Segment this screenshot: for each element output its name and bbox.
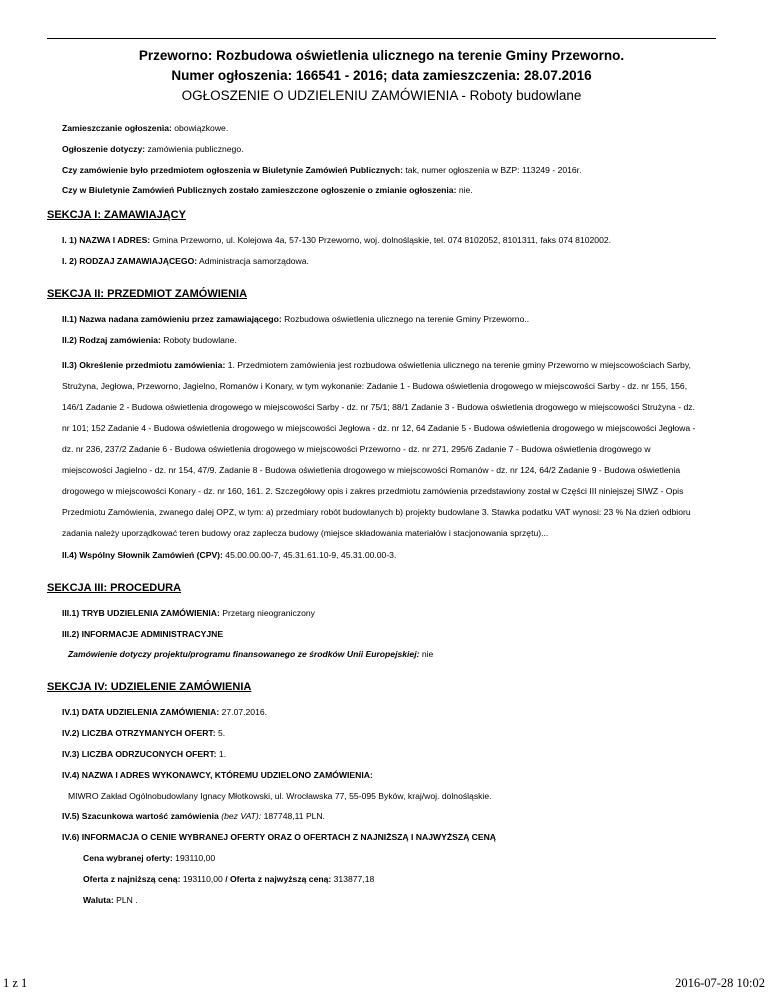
page-number: 1 z 1 <box>3 976 28 990</box>
cena-info-label: IV.6) INFORMACJA O CENIE WYBRANEJ OFERTY ORAZ O OFERTACH Z NAJNIŻSZĄ I NAJWYŻSZĄ CENĄ <box>62 832 497 843</box>
liczba-otrzymanych <box>62 727 716 739</box>
value: 27.07.2016. <box>221 707 268 718</box>
announcement-number: Numer ogłoszenia: 166541 - 2016; data zamieszczenia: 28.07.2016 <box>171 68 592 83</box>
label: Waluta: <box>83 894 114 905</box>
value: Gmina Przeworno, ul. Kolejowa 4a, 57-130 Przeworno, woj. dolnośląskie, tel. 074 8102052, 8101311, faks 074 8102002. <box>152 235 612 246</box>
przedmiot-nazwa <box>62 313 716 325</box>
przedmiot-opis <box>62 355 702 544</box>
max-label: Oferta z najwyższą ceną: <box>230 873 332 884</box>
value: Przetarg nieograniczony <box>222 607 315 618</box>
value: 45.00.00.00-7, 45.31.61.10-9, 45.31.00.00-3. <box>225 549 397 560</box>
procedura-ue <box>68 648 716 660</box>
label: IV.1) DATA UDZIELENIA ZAMÓWIENIA: <box>62 707 220 718</box>
intro-bzp <box>62 164 716 176</box>
section-4-title: SEKCJA IV: UDZIELENIE ZAMÓWIENIA <box>47 681 252 694</box>
value: Administracja samorządowa. <box>199 256 309 267</box>
section-2-body <box>62 313 716 561</box>
label: II.2) Rodzaj zamówienia: <box>62 334 161 345</box>
wykonawca-label: IV.4) NAZWA I ADRES WYKONAWCY, KTÓREMU UDZIELONO ZAMÓWIENIA: <box>62 769 373 780</box>
value: Roboty budowlane. <box>163 334 237 345</box>
value: obowiązkowe. <box>174 123 229 133</box>
label: II.4) Wspólny Słownik Zamówień (CPV): <box>62 549 223 560</box>
document-header <box>47 46 716 106</box>
intro-dotyczy <box>62 143 716 155</box>
udzielenie-data <box>62 706 716 718</box>
value: 193110,00 <box>175 852 216 863</box>
cena-wybranej <box>83 852 716 864</box>
label: Ogłoszenie dotyczy: <box>62 143 146 154</box>
separator: / <box>225 873 228 884</box>
value: 187748,11 PLN. <box>263 811 326 822</box>
value: nie <box>421 649 434 660</box>
label: Czy w Biuletynie Zamówień Publicznych zostało zamieszczone ogłoszenie o zmianie ogłoszenia: <box>62 185 457 196</box>
intro-block <box>62 122 716 196</box>
zamawiajacy-adres <box>62 234 716 246</box>
document-title: Przeworno: Rozbudowa oświetlenia ulicznego na terenie Gminy Przeworno. <box>138 48 625 63</box>
zamawiajacy-rodzaj <box>62 255 716 267</box>
przedmiot-cpv <box>62 549 716 561</box>
document-page <box>47 38 716 914</box>
value: Rozbudowa oświetlenia ulicznego na terenie Gminy Przeworno.. <box>284 314 530 325</box>
top-rule <box>47 38 716 39</box>
min-value: 193110,00 <box>182 873 223 884</box>
announcement-type: OGŁOSZENIE O UDZIELENIU ZAMÓWIENIA - Roboty budowlane <box>181 88 582 103</box>
value: tak, numer ogłoszenia w BZP: 113249 - 2016r. <box>405 164 582 175</box>
label: Zamówienie dotyczy projektu/programu finansowanego ze środków Unii Europejskiej: <box>68 649 420 660</box>
value: PLN . <box>116 894 138 905</box>
liczba-odrzuconych <box>62 748 716 760</box>
procedura-tryb <box>62 607 716 619</box>
label: IV.5) Szacunkowa wartość zamówienia <box>62 811 219 822</box>
label: IV.3) LICZBA ODRZUCONYCH OFERT: <box>62 748 217 759</box>
label: II.3) Określenie przedmiotu zamówienia: <box>62 359 226 370</box>
section-3-body <box>62 607 716 661</box>
intro-zamieszczanie <box>62 122 716 134</box>
label: Cena wybranej oferty: <box>83 852 173 863</box>
label: I. 1) NAZWA I ADRES: <box>62 235 151 246</box>
waluta <box>83 894 716 906</box>
value: zamówienia publicznego. <box>147 143 244 154</box>
value: 5. <box>217 728 226 739</box>
wykonawca-value: MIWRO Zakład Ogólnobudowlany Ignacy Młotkowski, ul. Wrocławska 77, 55-095 Byków, kraj/woj. dolnośląskie. <box>68 790 492 801</box>
value: 1. Przedmiotem zamówienia jest rozbudowa oświetlenia ulicznego na terenie gminy Przeworno w miejscowościach Sarby, Strużyna, Jegłowa, Przeworno, Jagielno, Romanów i Konary, w tym wykonanie: Zadanie 1 - Budowa oświetlenia drogowego w miejscowości Sarby - dz. nr 155, 156, 146/1 Zadanie 2 - Budowa oświetlenia drogowego w miejscowości Sarby - dz. nr 75/1; 88/1 Zadanie 3 - Budowa oświetlenia drogowego w miejscowości Strużyna - dz. nr 101; 152 Zadanie 4 - Budowa oświetlenia drogowego w miejscowości Jegłowa - dz. nr 12, 64 Zadanie 5 - Budowa oświetlenia drogowego w miejscowości Jegłowa - dz. nr 236, 237/2 Zadanie 6 - Budowa oświetlenia drogowego w miejscowości Przeworno - dz. nr 271, 295/6 Zadanie 7 - Budowa oświetlenia drogowego w miejscowości Jagielno - dz. nr 154, 47/9. Zadanie 8 - Budowa oświetlenia drogowego w miejscowości Romanów - dz. nr 124, 64/2 Zadanie 9 - Budowa oświetlenia drogowego w miejscowości Konary - dz. nr 160, 161. 2. Szczegółowy opis i zakres przedmiotu zamówienia przedstawiony został w Części III niniejszej SIWZ - Opis Przedmiotu Zamówienia, zwanego dalej OPZ, w tym: a) przedmiary robót budowlanych b) projekty budowlane 3. Stawka podatku VAT wynosi: 23 % Na dzień odbioru zadania należy uporządkować teren budowy oraz zaplecza budowy (miejsce składowania materiałów i stacjonowania sprzętu)... <box>62 359 696 538</box>
label: Zamieszczanie ogłoszenia: <box>62 123 172 133</box>
label: IV.2) LICZBA OTRZYMANYCH OFERT: <box>62 728 216 739</box>
cena-min-max <box>83 873 716 885</box>
min-label: Oferta z najniższą ceną: <box>83 873 181 884</box>
section-1-title: SEKCJA I: ZAMAWIAJĄCY <box>47 209 186 222</box>
note: (bez VAT): <box>221 811 262 822</box>
section-4-body <box>62 706 716 905</box>
procedura-informacje: III.2) INFORMACJE ADMINISTRACYJNE <box>62 628 224 639</box>
label: Czy zamówienie było przedmiotem ogłoszenia w Biuletynie Zamówień Publicznych: <box>62 164 403 175</box>
label: I. 2) RODZAJ ZAMAWIAJĄCEGO: <box>62 256 198 267</box>
przedmiot-rodzaj <box>62 334 716 346</box>
label: III.1) TRYB UDZIELENIA ZAMÓWIENIA: <box>62 607 220 618</box>
section-3-title: SEKCJA III: PROCEDURA <box>47 581 182 594</box>
label: II.1) Nazwa nadana zamówieniu przez zamawiającego: <box>62 314 282 325</box>
value: 1. <box>218 748 227 759</box>
max-value: 313877,18 <box>333 873 375 884</box>
szacunkowa-wartosc <box>62 810 716 822</box>
section-1-body <box>62 234 716 267</box>
print-datetime: 2016-07-28 10:02 <box>675 976 765 990</box>
intro-zmiana <box>62 184 716 196</box>
section-2-title: SEKCJA II: PRZEDMIOT ZAMÓWIENIA <box>47 288 248 301</box>
value: nie. <box>458 185 473 196</box>
